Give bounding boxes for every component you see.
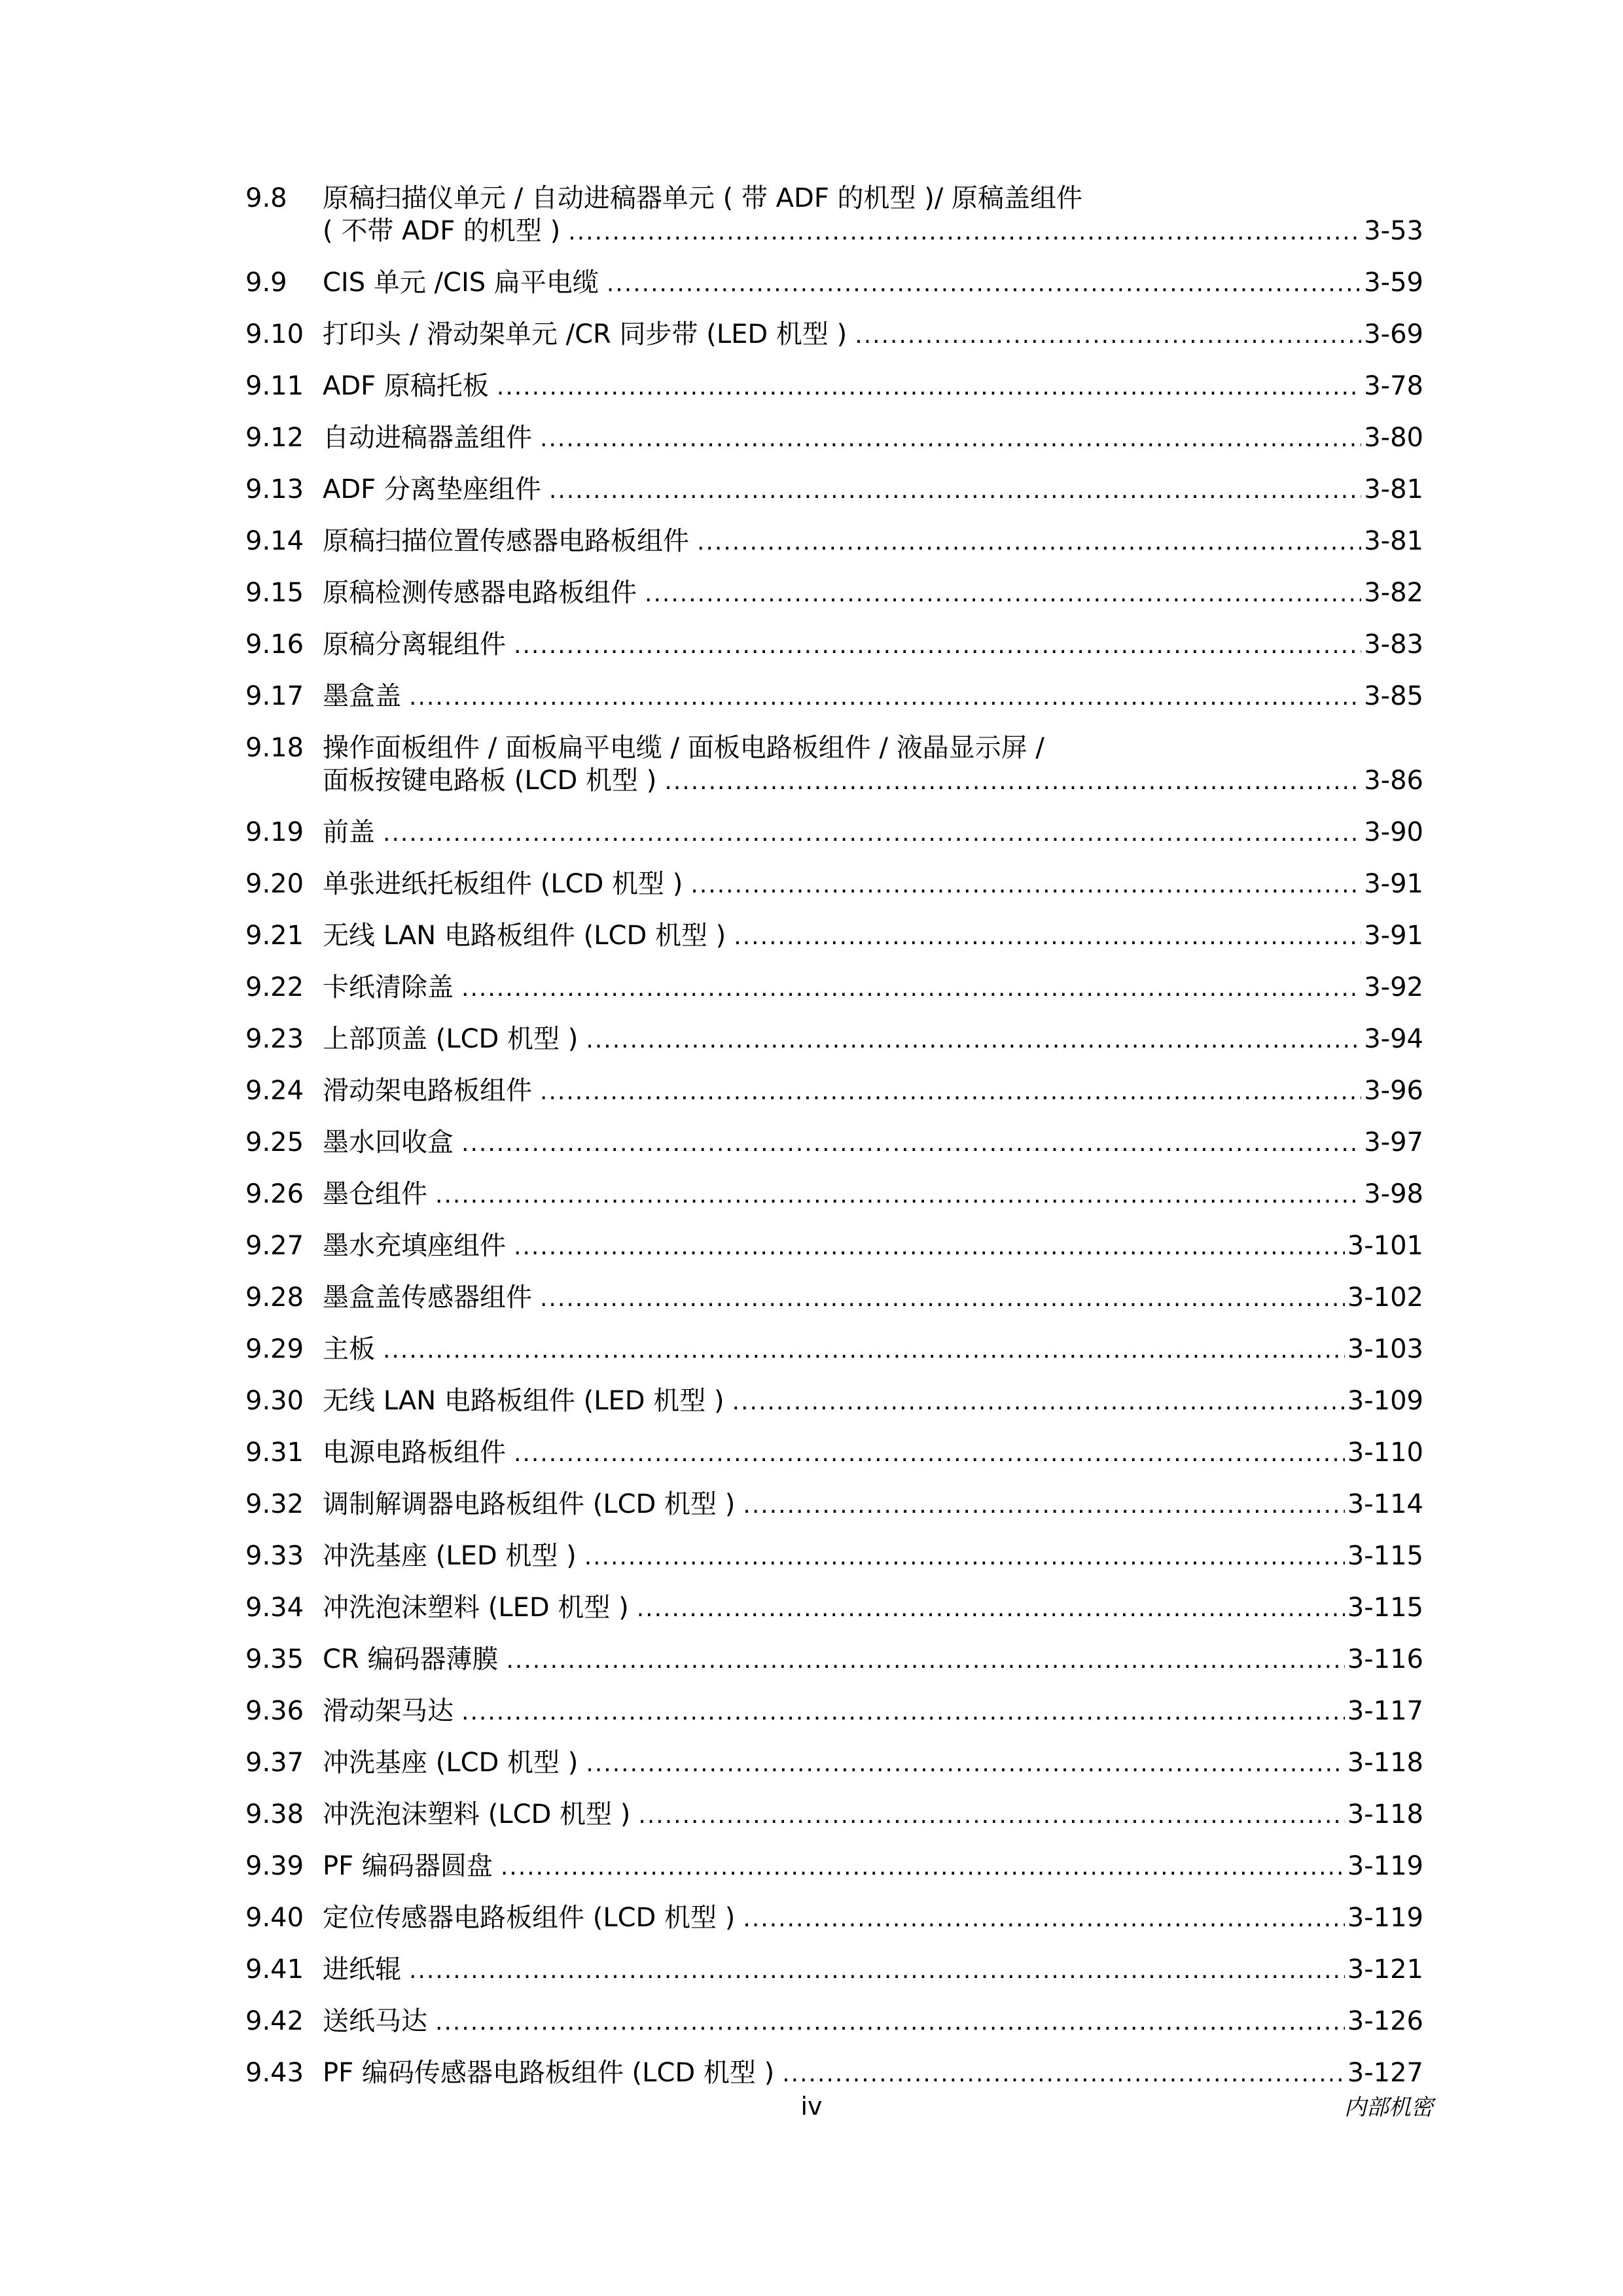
toc-entry-title: PF 编码传感器电路板组件 (LCD 机型 ) bbox=[323, 2058, 775, 2088]
toc-entry-title: 原稿扫描位置传感器电路板组件 bbox=[323, 526, 689, 556]
toc-entry-title: 墨盒盖 bbox=[323, 681, 401, 711]
toc-entry-title: 电源电路板组件 bbox=[323, 1438, 506, 1468]
toc-entry-number: 9.34 bbox=[245, 1593, 304, 1623]
toc-entry[interactable] bbox=[245, 1540, 1423, 1574]
toc-entry-page: 3-90 bbox=[1364, 817, 1423, 847]
dot-leader bbox=[645, 578, 1361, 610]
toc-entry-number: 9.13 bbox=[245, 474, 304, 504]
toc-entry-page: 3-115 bbox=[1347, 1541, 1423, 1571]
toc-entry-title: 墨水回收盒 bbox=[323, 1127, 454, 1157]
toc-entry-number: 9.11 bbox=[245, 371, 304, 401]
toc-entry-page: 3-118 bbox=[1347, 1799, 1423, 1829]
toc-entry-page: 3-114 bbox=[1347, 1489, 1423, 1519]
toc-entry-title: 冲洗泡沫塑料 (LCD 机型 ) bbox=[323, 1799, 631, 1829]
toc-entry-title-line: 原稿扫描仪单元 / 自动进稿器单元 ( 带 ADF 的机型 )/ 原稿盖组件 bbox=[323, 183, 1083, 213]
toc-entry-number: 9.14 bbox=[245, 526, 304, 556]
toc-entry-title: 定位传感器电路板组件 (LCD 机型 ) bbox=[323, 1903, 736, 1933]
toc-entry-page: 3-96 bbox=[1364, 1076, 1423, 1106]
toc-entry-page: 3-127 bbox=[1347, 2058, 1423, 2088]
toc-entry-page: 3-119 bbox=[1347, 1851, 1423, 1881]
dot-leader bbox=[664, 766, 1361, 798]
toc-entry-page: 3-91 bbox=[1364, 869, 1423, 899]
toc-entry-number: 9.29 bbox=[245, 1334, 304, 1364]
toc-entry-page: 3-69 bbox=[1364, 319, 1423, 349]
toc-entry[interactable] bbox=[245, 1695, 1423, 1729]
toc-entry[interactable] bbox=[245, 318, 1423, 352]
toc-entry-page: 3-86 bbox=[1364, 766, 1423, 796]
toc-entry-number: 9.31 bbox=[245, 1438, 304, 1468]
toc-entry[interactable] bbox=[245, 2057, 1423, 2091]
toc-entry-title: 自动进稿器盖组件 bbox=[323, 423, 532, 453]
toc-entry-page: 3-81 bbox=[1364, 526, 1423, 556]
toc-entry-title: 原稿检测传感器电路板组件 bbox=[323, 578, 637, 608]
toc-entry[interactable] bbox=[245, 473, 1423, 507]
dot-leader bbox=[461, 972, 1361, 1005]
toc-entry-title: 调制解调器电路板组件 (LCD 机型 ) bbox=[323, 1489, 736, 1519]
toc-entry-number: 9.16 bbox=[245, 629, 304, 660]
toc-entry[interactable] bbox=[245, 2005, 1423, 2039]
toc-entry-title: ADF 原稿托板 bbox=[323, 371, 489, 401]
dot-leader bbox=[383, 817, 1361, 850]
toc-entry[interactable] bbox=[245, 576, 1423, 610]
dot-leader bbox=[435, 2006, 1345, 2039]
toc-entry-page: 3-109 bbox=[1347, 1386, 1423, 1416]
toc-entry-number: 9.41 bbox=[245, 1954, 304, 1985]
dot-leader bbox=[514, 1231, 1345, 1263]
dot-leader bbox=[409, 1954, 1345, 1987]
toc-entry-page: 3-82 bbox=[1364, 578, 1423, 608]
toc-entry-title: 墨仓组件 bbox=[323, 1179, 427, 1209]
toc-entry-page: 3-121 bbox=[1347, 1954, 1423, 1985]
dot-leader bbox=[732, 1386, 1345, 1419]
toc-entry-page: 3-81 bbox=[1364, 474, 1423, 504]
toc-entry[interactable] bbox=[245, 1178, 1423, 1212]
toc-entry-number: 9.24 bbox=[245, 1076, 304, 1106]
toc-entry-title: 主板 bbox=[323, 1334, 375, 1364]
toc-entry[interactable] bbox=[245, 1850, 1423, 1884]
dot-leader bbox=[743, 1489, 1344, 1522]
dot-leader bbox=[540, 1076, 1361, 1108]
toc-entry[interactable] bbox=[245, 1953, 1423, 1987]
toc-entry-number: 9.22 bbox=[245, 972, 304, 1002]
toc-entry-title: 打印头 / 滑动架单元 /CR 同步带 (LED 机型 ) bbox=[323, 319, 847, 349]
toc-entry[interactable] bbox=[245, 732, 1423, 798]
dot-leader bbox=[461, 1696, 1345, 1729]
dot-leader bbox=[540, 423, 1361, 455]
toc-entry[interactable] bbox=[245, 1074, 1423, 1108]
page-number: iv bbox=[800, 2092, 823, 2121]
toc-entry-page: 3-102 bbox=[1347, 1282, 1423, 1313]
toc-entry-number: 9.43 bbox=[245, 2058, 304, 2088]
toc-entry[interactable] bbox=[245, 1385, 1423, 1419]
toc-entry-page: 3-110 bbox=[1347, 1438, 1423, 1468]
dot-leader bbox=[383, 1334, 1345, 1367]
toc-entry[interactable] bbox=[245, 868, 1423, 902]
toc-entry-number: 9.33 bbox=[245, 1541, 304, 1571]
toc-entry-page: 3-126 bbox=[1347, 2006, 1423, 2036]
dot-leader bbox=[743, 1903, 1344, 1935]
toc-entry-number: 9.40 bbox=[245, 1903, 304, 1933]
dot-leader bbox=[549, 474, 1361, 507]
toc-entry[interactable] bbox=[245, 370, 1423, 404]
toc-entry-number: 9.25 bbox=[245, 1127, 304, 1157]
toc-entry-title: CIS 单元 /CIS 扁平电缆 bbox=[323, 268, 599, 298]
toc-entry-number: 9.21 bbox=[245, 921, 304, 951]
toc-entry[interactable] bbox=[245, 680, 1423, 714]
toc-entry[interactable] bbox=[245, 525, 1423, 559]
toc-entry[interactable] bbox=[245, 628, 1423, 662]
toc-entry-number: 9.27 bbox=[245, 1231, 304, 1261]
toc-entry-page: 3-59 bbox=[1364, 268, 1423, 298]
toc-entry-number: 9.42 bbox=[245, 2006, 304, 2036]
toc-entry-title: 卡纸清除盖 bbox=[323, 972, 454, 1002]
toc-entry-title: 墨水充填座组件 bbox=[323, 1231, 506, 1261]
toc-entry[interactable] bbox=[245, 919, 1423, 953]
toc-entry-page: 3-117 bbox=[1347, 1696, 1423, 1726]
toc-entry-title-line: 操作面板组件 / 面板扁平电缆 / 面板电路板组件 / 液晶显示屏 / bbox=[323, 733, 1044, 763]
toc-entry-page: 3-85 bbox=[1364, 681, 1423, 711]
toc-entry-number: 9.23 bbox=[245, 1024, 304, 1054]
dot-leader bbox=[607, 268, 1361, 300]
dot-leader bbox=[497, 371, 1361, 404]
toc-entry-title: 冲洗泡沫塑料 (LED 机型 ) bbox=[323, 1593, 629, 1623]
dot-leader bbox=[409, 681, 1361, 714]
toc-entry[interactable] bbox=[245, 1798, 1423, 1832]
toc-entry-title: 进纸辊 bbox=[323, 1954, 401, 1985]
toc-entry[interactable] bbox=[245, 1591, 1423, 1625]
toc-entry-number: 9.15 bbox=[245, 578, 304, 608]
toc-entry-page: 3-103 bbox=[1347, 1334, 1423, 1364]
toc-entry-page: 3-115 bbox=[1347, 1593, 1423, 1623]
toc-entry[interactable] bbox=[245, 1643, 1423, 1677]
dot-leader bbox=[506, 1644, 1344, 1677]
toc-entry-page: 3-83 bbox=[1364, 629, 1423, 660]
toc-entry-page: 3-119 bbox=[1347, 1903, 1423, 1933]
toc-entry-number: 9.37 bbox=[245, 1748, 304, 1778]
toc-entry[interactable] bbox=[245, 266, 1423, 300]
toc-entry-number: 9.18 bbox=[245, 733, 304, 763]
toc-entry-page: 3-94 bbox=[1364, 1024, 1423, 1054]
dot-leader bbox=[514, 629, 1361, 662]
toc-entry[interactable] bbox=[245, 1746, 1423, 1780]
toc-entry-title: 无线 LAN 电路板组件 (LCD 机型 ) bbox=[323, 921, 726, 951]
toc-entry-page: 3-92 bbox=[1364, 972, 1423, 1002]
toc-entry-title: 面板按键电路板 (LCD 机型 ) bbox=[323, 766, 657, 796]
toc-entry-page: 3-53 bbox=[1364, 216, 1423, 246]
toc-entry-number: 9.35 bbox=[245, 1644, 304, 1674]
table-of-contents bbox=[245, 182, 1423, 2108]
toc-entry[interactable] bbox=[245, 421, 1423, 455]
toc-entry[interactable] bbox=[245, 1023, 1423, 1057]
toc-entry[interactable] bbox=[245, 1126, 1423, 1160]
toc-entry-title: 原稿分离辊组件 bbox=[323, 629, 506, 660]
dot-leader bbox=[568, 216, 1361, 249]
dot-leader bbox=[586, 1024, 1361, 1057]
toc-entry-number: 9.39 bbox=[245, 1851, 304, 1881]
toc-entry-page: 3-98 bbox=[1364, 1179, 1423, 1209]
toc-entry-title: 冲洗基座 (LED 机型 ) bbox=[323, 1541, 577, 1571]
toc-entry[interactable] bbox=[245, 1436, 1423, 1470]
toc-entry-number: 9.32 bbox=[245, 1489, 304, 1519]
toc-entry-page: 3-116 bbox=[1347, 1644, 1423, 1674]
dot-leader bbox=[637, 1593, 1345, 1625]
toc-entry[interactable] bbox=[245, 1488, 1423, 1522]
toc-entry-number: 9.17 bbox=[245, 681, 304, 711]
dot-leader bbox=[855, 319, 1361, 352]
toc-entry-number: 9.28 bbox=[245, 1282, 304, 1313]
toc-entry-title: ADF 分离垫座组件 bbox=[323, 474, 541, 504]
toc-entry[interactable] bbox=[245, 971, 1423, 1005]
toc-entry-number: 9.8 bbox=[245, 183, 287, 213]
toc-entry-page: 3-80 bbox=[1364, 423, 1423, 453]
toc-entry-title: PF 编码器圆盘 bbox=[323, 1851, 493, 1881]
toc-entry-number: 9.10 bbox=[245, 319, 304, 349]
toc-entry-title: 单张进纸托板组件 (LCD 机型 ) bbox=[323, 869, 683, 899]
toc-entry[interactable] bbox=[245, 1333, 1423, 1367]
dot-leader bbox=[584, 1541, 1345, 1574]
dot-leader bbox=[540, 1282, 1345, 1315]
toc-entry-number: 9.19 bbox=[245, 817, 304, 847]
toc-entry-title: 冲洗基座 (LCD 机型 ) bbox=[323, 1748, 579, 1778]
toc-entry-number: 9.9 bbox=[245, 268, 287, 298]
toc-entry[interactable] bbox=[245, 1281, 1423, 1315]
dot-leader bbox=[638, 1799, 1344, 1832]
toc-entry-title: 上部顶盖 (LCD 机型 ) bbox=[323, 1024, 579, 1054]
toc-entry-page: 3-97 bbox=[1364, 1127, 1423, 1157]
toc-entry-title: ( 不带 ADF 的机型 ) bbox=[323, 216, 561, 246]
dot-leader bbox=[697, 526, 1361, 559]
toc-entry-number: 9.12 bbox=[245, 423, 304, 453]
dot-leader bbox=[782, 2058, 1345, 2091]
toc-entry-title: 无线 LAN 电路板组件 (LED 机型 ) bbox=[323, 1386, 724, 1416]
toc-entry-page: 3-118 bbox=[1347, 1748, 1423, 1778]
confidential-label: 内部机密 bbox=[1344, 2094, 1433, 2121]
toc-entry-title: 滑动架马达 bbox=[323, 1696, 454, 1726]
toc-entry-title: 滑动架电路板组件 bbox=[323, 1076, 532, 1106]
toc-entry[interactable] bbox=[245, 816, 1423, 850]
dot-leader bbox=[690, 869, 1361, 902]
dot-leader bbox=[461, 1127, 1361, 1160]
dot-leader bbox=[501, 1851, 1345, 1884]
toc-entry-number: 9.38 bbox=[245, 1799, 304, 1829]
toc-entry[interactable] bbox=[245, 182, 1423, 249]
dot-leader bbox=[435, 1179, 1361, 1212]
toc-entry-number: 9.26 bbox=[245, 1179, 304, 1209]
toc-entry-page: 3-78 bbox=[1364, 371, 1423, 401]
toc-entry-page: 3-91 bbox=[1364, 921, 1423, 951]
toc-entry-page: 3-101 bbox=[1347, 1231, 1423, 1261]
dot-leader bbox=[514, 1438, 1345, 1470]
dot-leader bbox=[734, 921, 1361, 953]
toc-entry-title: 前盖 bbox=[323, 817, 375, 847]
toc-entry[interactable] bbox=[245, 1901, 1423, 1935]
toc-entry[interactable] bbox=[245, 1229, 1423, 1263]
toc-entry-title: 墨盒盖传感器组件 bbox=[323, 1282, 532, 1313]
toc-entry-number: 9.30 bbox=[245, 1386, 304, 1416]
toc-entry-number: 9.36 bbox=[245, 1696, 304, 1726]
toc-entry-number: 9.20 bbox=[245, 869, 304, 899]
dot-leader bbox=[586, 1748, 1344, 1780]
toc-entry-title: CR 编码器薄膜 bbox=[323, 1644, 499, 1674]
toc-entry-title: 送纸马达 bbox=[323, 2006, 427, 2036]
